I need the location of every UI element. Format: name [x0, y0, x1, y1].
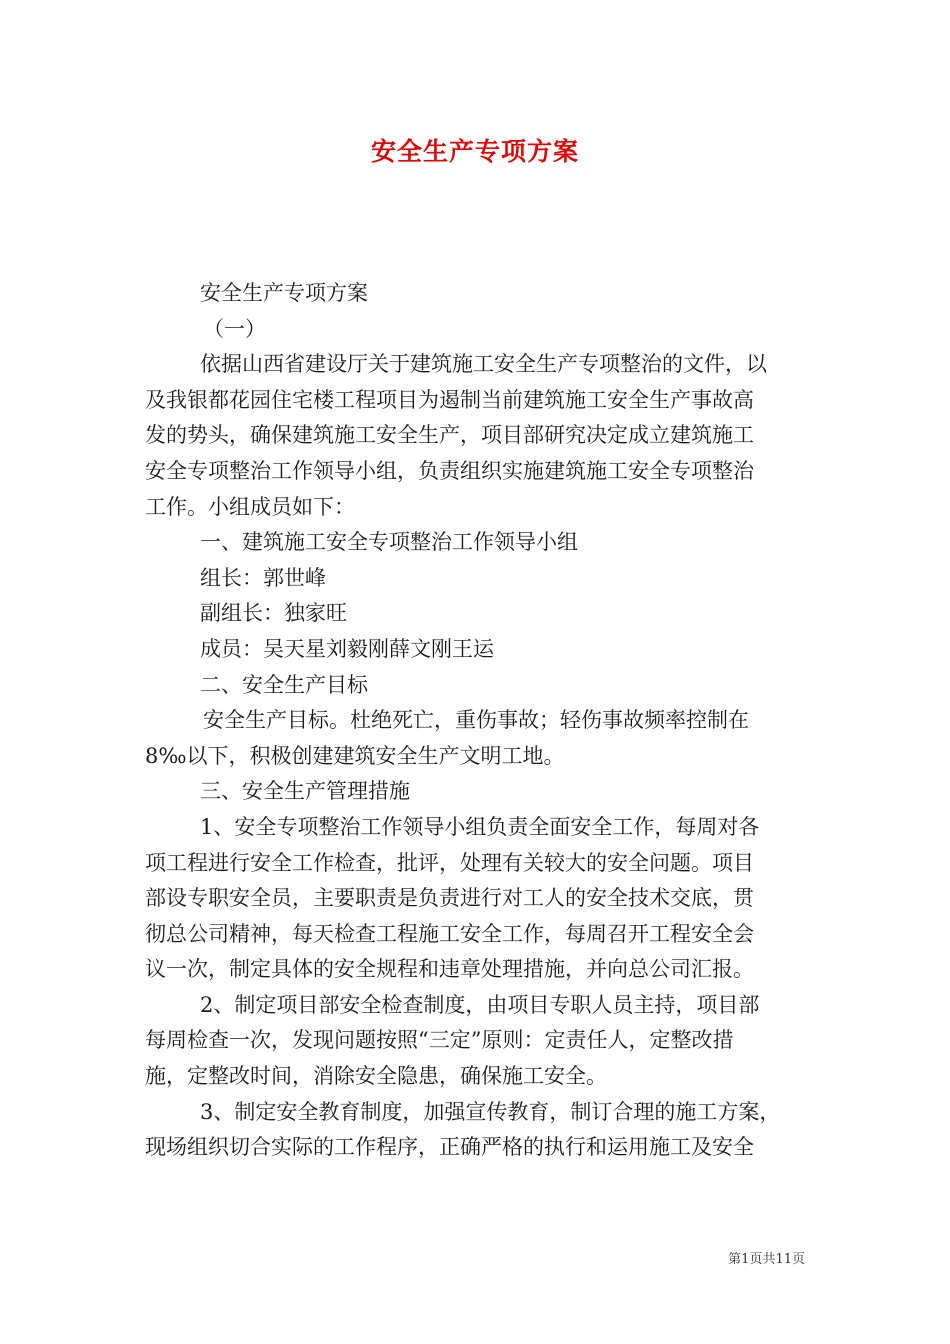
page-number-footer: 第1页共11页 — [728, 1252, 805, 1267]
section-number: （一） — [203, 316, 266, 341]
paragraph-line: 3、制定安全教育制度，加强宣传教育，制订合理的施工方案， — [200, 1099, 781, 1124]
paragraph-line: 安全专项整治工作领导小组，负责组织实施建筑施工安全专项整治 — [145, 458, 754, 483]
paragraph-line: 项工程进行安全工作检查，批评，处理有关较大的安全问题。项目 — [145, 850, 754, 875]
list-item: 成员：吴天星刘毅刚薛文刚王运 — [200, 636, 494, 661]
section-heading: 安全生产专项方案 — [200, 281, 368, 305]
paragraph-line: 及我银都花园住宅楼工程项目为遏制当前建筑施工安全生产事故高 — [145, 387, 754, 412]
paragraph-line: 现场组织切合实际的工作程序，正确严格的执行和运用施工及安全 — [145, 1135, 754, 1160]
paragraph-line: 安全生产目标。杜绝死亡，重伤事故；轻伤事故频率控制在 — [203, 708, 749, 733]
paragraph-line: 工作。小组成员如下： — [145, 494, 355, 519]
paragraph-line: 部设专职安全员，主要职责是负责进行对工人的安全技术交底，贯 — [145, 886, 754, 911]
list-heading: 一、建筑施工安全专项整治工作领导小组 — [200, 530, 578, 555]
paragraph-line: 依据山西省建设厅关于建筑施工安全生产专项整治的文件，以 — [200, 352, 767, 377]
paragraph-line: 施，定整改时间，消除安全隐患，确保施工安全。 — [145, 1064, 607, 1089]
paragraph-line: 2、制定项目部安全检查制度，由项目专职人员主持，项目部 — [200, 992, 760, 1017]
paragraph-line: 议一次，制定具体的安全规程和违章处理措施，并向总公司汇报。 — [145, 957, 754, 982]
list-item: 副组长：独家旺 — [200, 601, 347, 626]
list-heading: 三、安全生产管理措施 — [200, 779, 410, 804]
document-body — [145, 276, 807, 1166]
paragraph-line: 发的势头，确保建筑施工安全生产，项目部研究决定成立建筑施工 — [145, 423, 754, 448]
paragraph-line: 每周检查一次，发现问题按照“三定”原则：定责任人，定整改措 — [145, 1028, 734, 1053]
paragraph-line: 8‰以下，积极创建建筑安全生产文明工地。 — [145, 743, 565, 768]
paragraph-line: 1、安全专项整治工作领导小组负责全面安全工作，每周对各 — [200, 814, 760, 839]
document-title: 安全生产专项方案 — [370, 137, 579, 166]
paragraph-line: 彻总公司精神，每天检查工程施工安全工作，每周召开工程安全会 — [145, 921, 754, 946]
list-heading: 二、安全生产目标 — [200, 672, 368, 697]
list-item: 组长：郭世峰 — [200, 565, 326, 590]
